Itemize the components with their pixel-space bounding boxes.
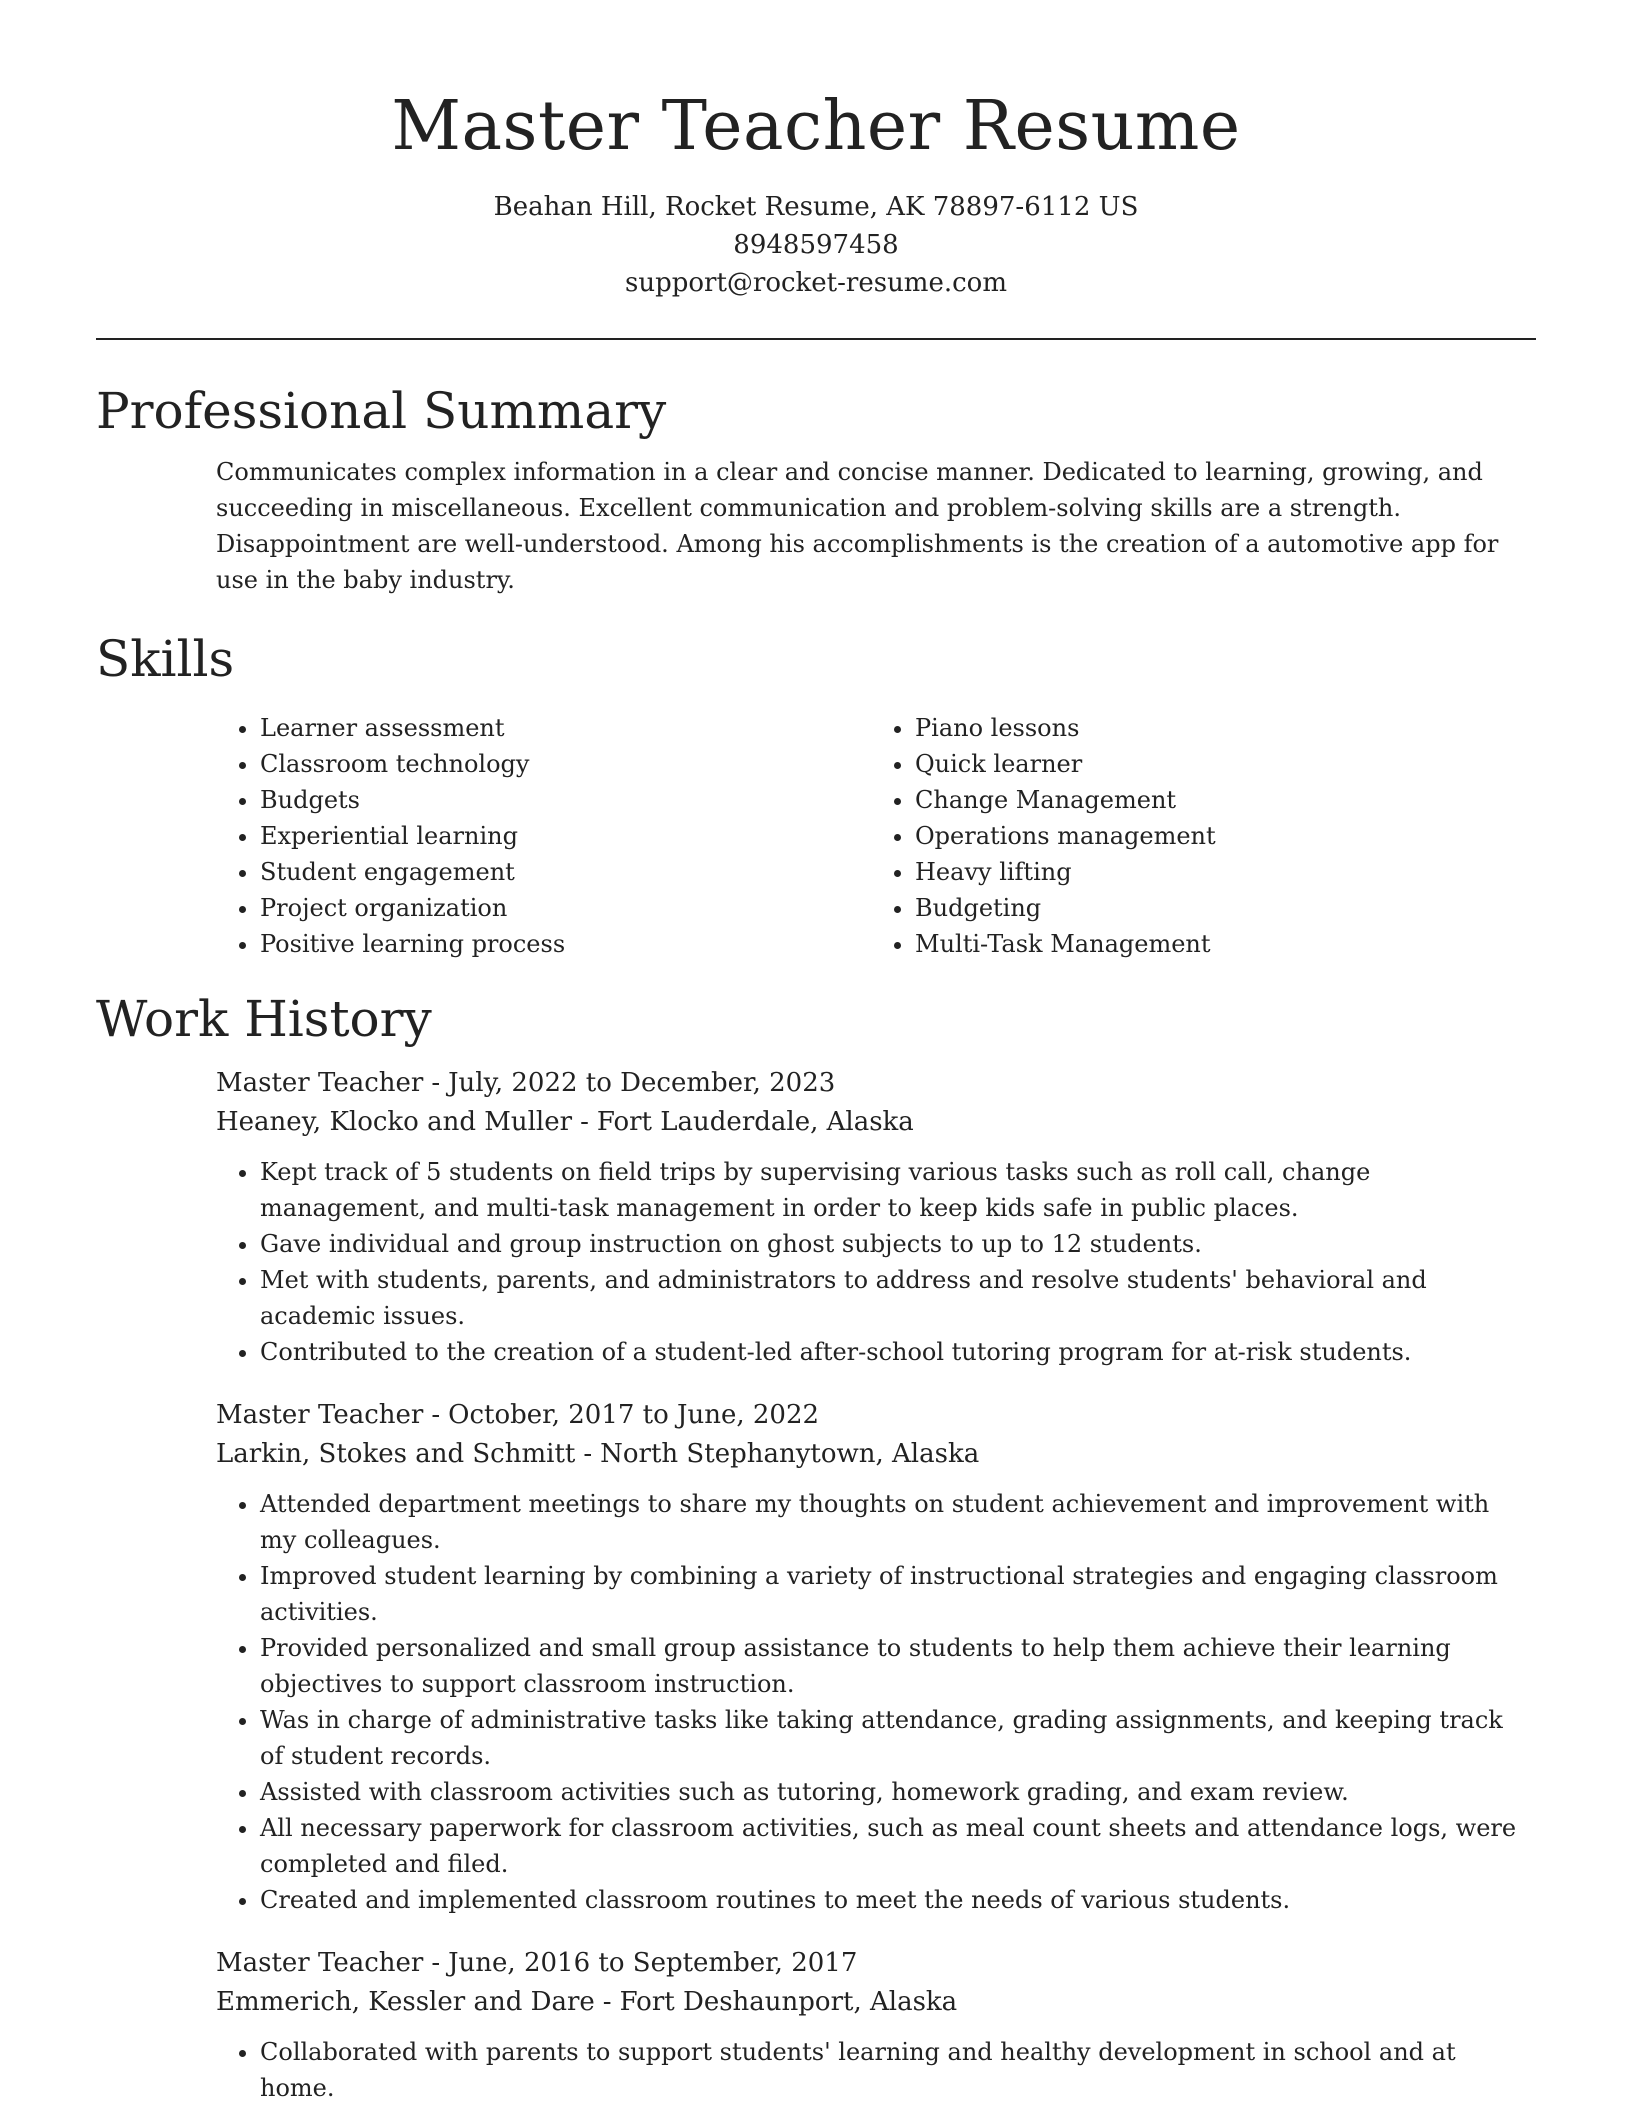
skill-item: • Budgeting (915, 890, 1526, 926)
job-duties-list (216, 1154, 1526, 1370)
job-location: Fort Lauderdale, Alaska (596, 1107, 914, 1137)
job-separator: - (431, 1068, 441, 1098)
job-separator: - (431, 1948, 441, 1978)
job-location: North Stephanytown, Alaska (600, 1439, 980, 1469)
skills-column-left (216, 710, 871, 962)
skill-item: • Multi-Task Management (915, 926, 1526, 962)
job-title: Master Teacher (216, 1400, 424, 1430)
contact-address: Beahan Hill, Rocket Resume, AK 78897-6112 US (493, 192, 1139, 222)
skills-column-right (871, 710, 1526, 962)
work-history-list (0, 1064, 1632, 2106)
job-dates: June, 2016 to September, 2017 (448, 1948, 858, 1978)
job-duty-item: • Met with students, parents, and administrators to address and resolve students' behavioral and academic issues. (260, 1262, 1526, 1334)
job-separator: - (602, 1987, 612, 2017)
skill-item: • Budgets (260, 782, 871, 818)
job-duty-item: • Provided personalized and small group assistance to students to help them achieve their learning objectives to support classroom instruction. (260, 1630, 1526, 1702)
job-title-line (216, 1064, 1526, 1103)
job-title: Master Teacher (216, 1948, 424, 1978)
job-duty-item: • All necessary paperwork for classroom activities, such as meal count sheets and attendance logs, were completed and filed. (260, 1810, 1526, 1882)
contact-email: support@rocket-resume.com (624, 268, 1007, 298)
skill-item: • Learner assessment (260, 710, 871, 746)
skill-item: • Piano lessons (915, 710, 1526, 746)
job-dates: July, 2022 to December, 2023 (448, 1068, 836, 1098)
summary-heading: Professional Summary (96, 382, 667, 440)
job-separator: - (583, 1439, 593, 1469)
contact-phone: 8948597458 (733, 230, 899, 260)
job-duty-item: • Created and implemented classroom routines to meet the needs of various students. (260, 1882, 1526, 1918)
job-duty-item: • Assisted with classroom activities such as tutoring, homework grading, and exam review. (260, 1774, 1526, 1810)
job-company: Heaney, Klocko and Muller (216, 1107, 573, 1137)
resume-title: Master Teacher Resume (391, 87, 1241, 166)
header-divider (96, 338, 1536, 340)
contact-block (0, 188, 1632, 302)
skills-list (216, 710, 1526, 962)
skills-heading: Skills (96, 630, 235, 688)
job-title: Master Teacher (216, 1068, 424, 1098)
job-duty-item: • Attended department meetings to share my thoughts on student achievement and improvement with my colleagues. (260, 1486, 1526, 1558)
job-duty-item: • Collaborated with parents to support students' learning and healthy development in school and at home. (260, 2034, 1526, 2106)
job-entry (216, 1064, 1526, 1370)
job-duty-item: • Was in charge of administrative tasks like taking attendance, grading assignments, and keeping track of student records. (260, 1702, 1526, 1774)
job-title-line (216, 1396, 1526, 1435)
job-duty-item: • Kept track of 5 students on field trips by supervising various tasks such as roll call, change management, and multi-task management in order to keep kids safe in public places. (260, 1154, 1526, 1226)
skill-item: • Operations management (915, 818, 1526, 854)
job-entry (216, 1944, 1526, 2106)
job-separator: - (580, 1107, 589, 1137)
job-company: Larkin, Stokes and Schmitt (216, 1439, 576, 1469)
job-company-line (216, 1435, 1526, 1474)
summary-text: Communicates complex information in a clear and concise manner. Dedicated to learning, growing, and succeeding in miscellaneous. Excellent communication and problem-solving skills are a strength. Disappointment are well-understood. Among his accomplishments is the creation of a automotive app for use in the baby industry. (216, 458, 1499, 594)
job-duty-item: • Improved student learning by combining a variety of instructional strategies and engaging classroom activities. (260, 1558, 1526, 1630)
job-company-line (216, 1983, 1526, 2022)
skill-item: • Change Management (915, 782, 1526, 818)
skill-item: • Student engagement (260, 854, 871, 890)
skill-item: • Project organization (260, 890, 871, 926)
job-duty-item: • Gave individual and group instruction on ghost subjects to up to 12 students. (260, 1226, 1526, 1262)
job-company: Emmerich, Kessler and Dare (216, 1987, 595, 2017)
job-duties-list (216, 1486, 1526, 1918)
skill-item: • Experiential learning (260, 818, 871, 854)
job-title-line (216, 1944, 1526, 1983)
job-location: Fort Deshaunport, Alaska (619, 1987, 958, 2017)
skill-item: • Positive learning process (260, 926, 871, 962)
job-entry (216, 1396, 1526, 1918)
skill-item: • Classroom technology (260, 746, 871, 782)
job-separator: - (431, 1400, 441, 1430)
skill-item: • Quick learner (915, 746, 1526, 782)
resume-header (0, 0, 1632, 302)
job-duties-list (216, 2034, 1526, 2106)
work-history-heading: Work History (96, 990, 432, 1048)
job-company-line (216, 1103, 1526, 1142)
job-dates: October, 2017 to June, 2022 (448, 1400, 820, 1430)
job-duty-item: • Contributed to the creation of a student-led after-school tutoring program for at-risk students. (260, 1334, 1526, 1370)
skill-item: • Heavy lifting (915, 854, 1526, 890)
